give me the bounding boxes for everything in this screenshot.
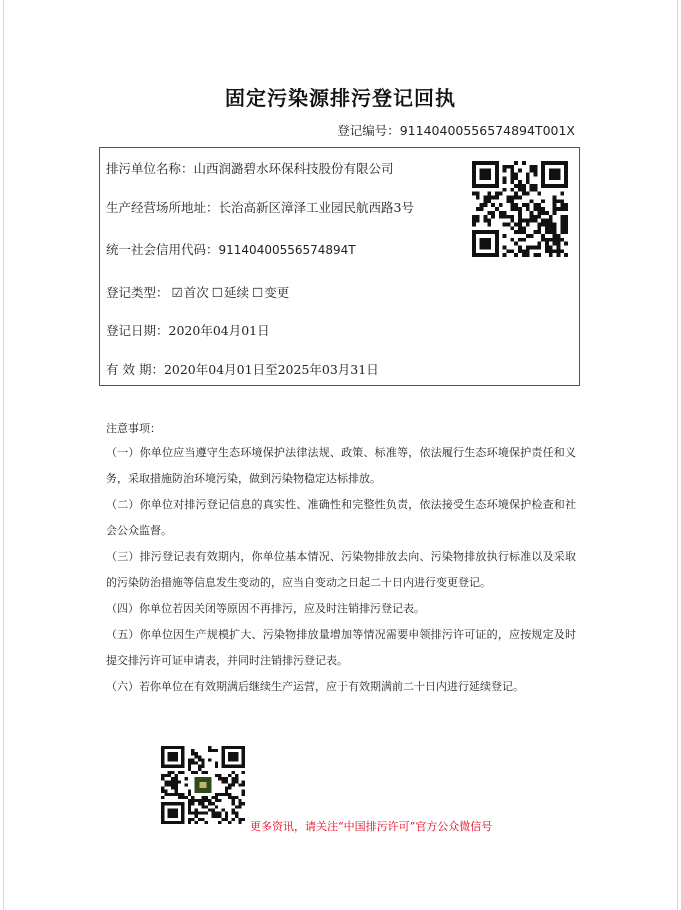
checkbox-renewal: ☐ bbox=[211, 285, 223, 300]
document-title: 固定污染源排污登记回执 bbox=[225, 86, 456, 110]
notice-item-1: （一）你单位应当遵守生态环境保护法律法规、政策、标准等，依法履行生态环境保护责任和义务，采取措施防治环境污染，做到污染物稳定达标排放。 bbox=[106, 446, 576, 485]
unit-name-label: 排污单位名称： bbox=[106, 161, 194, 176]
registration-number bbox=[337, 121, 575, 139]
checkbox-first-time: ☑ bbox=[171, 285, 183, 300]
page-edge-right bbox=[677, 0, 678, 910]
registration-type-row bbox=[106, 283, 289, 301]
validity-label: 有 效 期： bbox=[106, 362, 164, 377]
checkbox-change: ☐ bbox=[251, 285, 264, 300]
validity-value: 2020年04月01日至2025年03月31日 bbox=[163, 362, 379, 377]
registration-date-value: 2020年04月01日 bbox=[168, 323, 270, 338]
registration-date-label: 登记日期： bbox=[106, 323, 169, 338]
credit-code-row bbox=[106, 240, 356, 258]
option-change-label: 变更 bbox=[264, 285, 290, 300]
notice-item-3: （三）排污登记表有效期内，你单位基本情况、污染物排放去向、污染物排放执行标准以及采取的污染防治措施等信息发生变动的，应当自变动之日起二十日内进行变更登记。 bbox=[106, 550, 576, 589]
registration-date-row bbox=[106, 321, 270, 339]
promo-text: 更多资讯，请关注“中国排污许可”官方公众微信号 bbox=[250, 820, 493, 833]
option-first-time-label: 首次 bbox=[183, 285, 209, 300]
wechat-qr-code-icon bbox=[161, 746, 245, 824]
notice-item-2: （二）你单位对排污登记信息的真实性、准确性和完整性负责，依法接受生态环境保护检查和社会公众监督。 bbox=[106, 498, 576, 537]
unit-name-row bbox=[106, 159, 394, 177]
registration-type-label: 登记类型： bbox=[106, 285, 169, 300]
notice-item-4: （四）你单位若因关闭等原因不再排污，应及时注销排污登记表。 bbox=[106, 602, 425, 615]
page-edge-left bbox=[3, 0, 4, 910]
notice-item-6: （六）若你单位在有效期满后继续生产运营，应于有效期满前二十日内进行延续登记。 bbox=[106, 680, 524, 693]
notice-item-5: （五）你单位因生产规模扩大、污染物排放量增加等情况需要申领排污许可证的，应按规定及时提交排污许可证申请表，并同时注销排污登记表。 bbox=[106, 628, 576, 667]
address-label: 生产经营场所地址： bbox=[106, 200, 219, 215]
registration-number-value: 91140400556574894T001X bbox=[399, 123, 575, 138]
registration-number-label: 登记编号： bbox=[337, 123, 400, 138]
address-row bbox=[106, 198, 414, 216]
option-renewal-label: 延续 bbox=[223, 285, 249, 300]
notice-title: 注意事项： bbox=[106, 422, 161, 435]
qr-code-icon bbox=[472, 161, 568, 257]
credit-code-label: 统一社会信用代码： bbox=[106, 242, 219, 257]
unit-name-value: 山西润潞碧水环保科技股份有限公司 bbox=[193, 161, 394, 176]
validity-row bbox=[106, 360, 379, 378]
address-value: 长治高新区漳泽工业园民航西路3号 bbox=[218, 200, 414, 215]
credit-code-value: 91140400556574894T bbox=[218, 243, 356, 257]
